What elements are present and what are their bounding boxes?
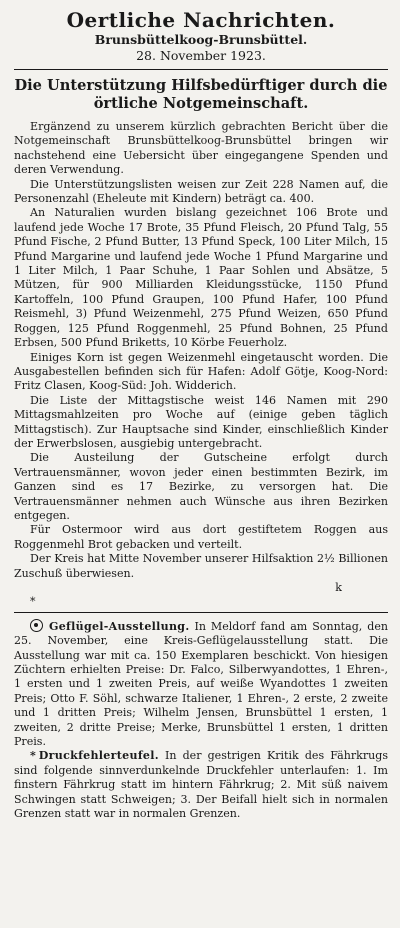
- divider-rule: [14, 612, 388, 613]
- dateline: 28. November 1923.: [136, 48, 266, 63]
- erratum-text: In der gestrigen Kritik des Fährkrugs sind folgende sinnverdunkelnde Druckfehler unterlaufen: 1. Im finstern Fährkrug statt im hintern Fährkrug; 2. Mit süß naivem Schwingen statt Schweigen; 3. Der Beifall hielt sich in normalen Grenzen statt war in normalen Grenzen.: [14, 749, 388, 821]
- bullseye-icon: [30, 619, 43, 632]
- poultry-paragraph: [14, 619, 388, 750]
- masthead: [14, 8, 388, 64]
- poultry-heading: Geflügel-Ausstellung.: [49, 619, 190, 633]
- locality-line: Brunsbüttelkoog-Brunsbüttel.: [94, 32, 308, 47]
- article-paragraph: Ergänzend zu unserem kürzlich gebrachten Bericht über die Notgemeinschaft Brunsbüttelkoog-Brunsbüttel bringen wir nachstehend eine Uebersicht über eingegangene Spenden und deren Verwendung.: [14, 120, 388, 177]
- article-paragraph: Die Unterstützungslisten weisen zur Zeit 228 Namen auf, die Personenzahl (Eheleute mit Kindern) beträgt ca. 400.: [14, 177, 388, 206]
- author-signature: k: [335, 581, 342, 594]
- section-title: Oertliche Nachrichten.: [66, 8, 336, 32]
- article-paragraph: Die Austeilung der Gutscheine erfolgt durch Vertrauensmänner, wovon jeder einen bestimmten Bezirk, im Ganzen sind es 17 Bezirke, zu versorgen hat. Die Vertrauensmänner nehmen auch Wünsche aus ihren Bezirken entgegen.: [14, 451, 388, 522]
- article-body: [14, 120, 388, 822]
- article-paragraph: Der Kreis hat Mitte November unserer Hilfsaktion 2½ Billionen Zuschuß überwiesen.: [14, 552, 388, 580]
- article-paragraph: Für Ostermoor wird aus dort gestiftetem Roggen aus Roggenmehl Brot gebacken und verteilt.: [14, 523, 388, 551]
- article-paragraph: An Naturalien wurden bislang gezeichnet 106 Brote und laufend jede Woche 17 Brote, 35 Pfund Fleisch, 20 Pfund Talg, 55 Pfund Fische, 2 Pfund Butter, 13 Pfund Speck, 100 Liter Milch, 15 Pfund Margarine und laufend jede Woche 1 Pfund Margarine und 1 Liter Milch, 1 Paar Schuhe, 1 Paar Sohlen und Absätze, 5 Mützen, für 900 Milliarden Kleidungsstücke, 1150 Pfund Kartoffeln, 100 Pfund Graupen, 100 Pfund Hafer, 100 Pfund Reismehl, 3) Pfund Weizenmehl, 275 Pfund Weizen, 650 Pfund Roggen, 125 Pfund Roggenmehl, 25 Pfund Bohnen, 25 Pfund Erbsen, 500 Pfund Briketts, 10 Körbe Feuerholz.: [14, 206, 388, 350]
- erratum-paragraph: [14, 749, 388, 821]
- erratum-heading: Druckfehlerteufel.: [38, 749, 159, 763]
- separator-asterisk: *: [30, 595, 36, 609]
- divider-rule: [14, 69, 388, 70]
- article-paragraph: Die Liste der Mittagstische weist 146 Namen mit 290 Mittagsmahlzeiten pro Woche auf (einige geben täglich Mittagstisch). Zur Hauptsache sind Kinder, einschließlich Kinder der Erwerbslosen, ausgiebig untergebracht.: [14, 393, 388, 450]
- poultry-text: In Meldorf fand am Sonntag, den 25. November, eine Kreis-Geflügelausstellung statt. Die Ausstellung war mit ca. 150 Exemplaren beschickt. Von hiesigen Züchtern erhielten Preise: Dr. Falco, Silberwyandottes, 1 Ehren-, 1 ersten und 1 zweiten Preis, auf weiße Wyandottes 1 zweiten Preis; Otto F. Söhl, schwarze Italiener, 1 Ehren-, 2 erste, 2 zweite und 1 dritten Preis; Wilhelm Jensen, Brunsbüttel 1 ersten, 1 zweiten, 2 dritte Preise; Merke, Brunsbüttel 1 ersten, 1 dritten Preis.: [14, 619, 388, 749]
- article-headline: Die Unterstützung Hilfsbedürftiger durch die örtliche Notgemeinschaft.: [14, 77, 388, 112]
- asterisk-icon: *: [30, 749, 36, 763]
- article-paragraph: Einiges Korn ist gegen Weizenmehl eingetauscht worden. Die Ausgabestellen befinden sich für Hafen: Adolf Götje, Koog-Nord: Fritz Clasen, Koog-Süd: Joh. Widderich.: [14, 350, 388, 393]
